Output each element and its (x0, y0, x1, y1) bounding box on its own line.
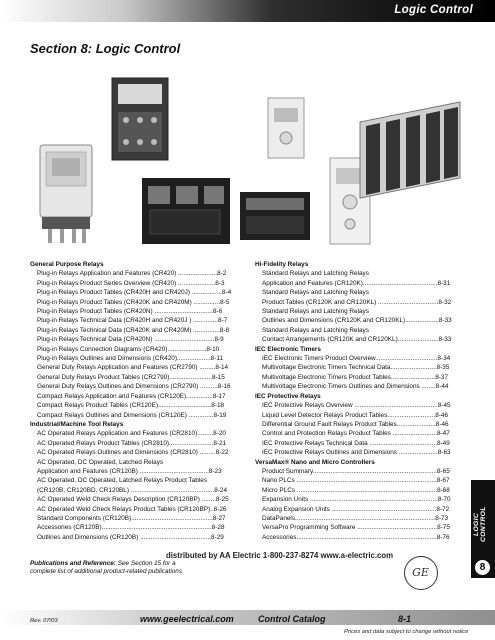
toc-entry[interactable]: DataPanels...............................................................................8-73 (262, 514, 449, 522)
toc-entry[interactable]: Nano PLCs ...............................................................................8-67 (262, 477, 450, 485)
pubref-line2: complete list of additional product-related publications (30, 568, 183, 576)
toc-entry[interactable]: Plug-in Relays Technical Data (CR420K and CR420M) ...............8-8 (37, 326, 230, 334)
general-duty-relay-image (240, 192, 310, 240)
toc-entry[interactable]: AC Operated Relays Outlines and Dimensions (CR2810) .........8-22 (37, 449, 229, 457)
toc-entry[interactable]: Plug-in Relays Product Tables (CR420N) .................................8-6 (37, 308, 223, 316)
publications-reference (30, 560, 182, 577)
toc-entry[interactable]: Plug-in Relays Product Tables (CR420H and CR420J) .................8-4 (37, 289, 232, 297)
plc-module-image (360, 102, 460, 198)
toc-entry[interactable]: General Duty Relays Application and Features (CR2790) .........8-14 (37, 364, 229, 372)
toc-entry: Standard Relays and Latching Relays (262, 308, 369, 316)
ge-logo (404, 556, 438, 590)
pubref-text: See Section 15 for a (117, 560, 176, 567)
ge-logo-text: GE (412, 566, 429, 579)
toc-left-column (30, 260, 244, 542)
website-link[interactable]: www.geelectrical.com (140, 614, 234, 624)
toc-heading: General Purpose Relays (30, 261, 104, 268)
page-title: Section 8: Logic Control (30, 41, 181, 56)
toc-entry[interactable]: AC Operated Weld Check Relays Product Tables (CR120BP)..8-26 (37, 505, 227, 513)
toc-entry[interactable]: (CR120B, CR120BD, CR120BL) ...............................................8-24 (37, 486, 228, 494)
toc-entry[interactable]: Compact Relays Product Tables (CR120E)..............................8-18 (37, 402, 225, 410)
footer-disclaimer: Prices and data subject to change without notice (344, 629, 469, 635)
toc-right-column (255, 260, 469, 542)
toc-heading: IEC Electronic Timers (255, 345, 321, 353)
toc-entry: AC Operated, DC Operated, Latched Relays (37, 458, 164, 466)
toc-entry[interactable]: Liquid Level Detector Relays Product Tables...........................8-46 (262, 411, 449, 419)
toc-entry[interactable]: Differential Ground Fault Relays Product Tables......................8-46 (262, 420, 449, 428)
toc-heading: Hi-Fidelity Relays (255, 261, 309, 268)
toc-entry[interactable]: AC Operated Relays Application and Features (CR2810).........8-20 (37, 430, 226, 438)
toc-entry[interactable]: Control and Protection Relays Product Tables .........................8-47 (262, 430, 450, 438)
toc-entry: Standard Relays and Latching Relays (262, 270, 369, 278)
toc-entry[interactable]: General Duty Relays Product Tables (CR2790)........................8-15 (37, 373, 225, 381)
compact-relay-image (142, 178, 230, 244)
toc-entry[interactable]: Outlines and Dimensions (CR120K and CR120KL)...................8-33 (262, 317, 452, 325)
toc-entry[interactable]: Accessories (CR120B)..............................................................8-28 (37, 524, 225, 532)
toc-entry[interactable]: Outlines and Dimensions (CR120B) ........................................8-29 (37, 533, 224, 541)
toc-entry[interactable]: Multivoltage Electronic Timers Outlines and Dimensions ........8-44 (262, 383, 449, 391)
toc-entry[interactable]: AC Operated Weld Check Relays Description (CR120BP) ........8-25 (37, 496, 229, 504)
toc-entry[interactable]: Product Tables (CR120K and CR120KL) ..................................8-32 (262, 298, 452, 306)
revision-date: Rev. 07/03 (30, 618, 58, 624)
toc-entry[interactable]: Product Summary......................................................................8-65 (262, 467, 450, 475)
toc-entry[interactable]: Compact Relays Application and Features (CR120E)...............8-17 (37, 392, 226, 400)
toc-entry[interactable]: Plug-in Relays Connection Diagrams (CR420)......................8-10 (37, 345, 220, 353)
toc-entry[interactable]: Accessories...............................................................................8-76 (262, 533, 450, 541)
toc-entry[interactable]: VersaPro Programming Software .............................................8-75 (262, 524, 450, 532)
pubref-label: Publications and Reference: (30, 560, 116, 567)
toc-entry[interactable]: IEC Protective Relays Outlines and Dimensions ......................8-63 (262, 449, 451, 457)
toc-entry[interactable]: IEC Electronic Timers Product Overview...................................8-34 (262, 355, 451, 363)
toc-entry: AC Operated, DC Operated, Latched Relays Product Tables (37, 477, 208, 485)
toc-entry[interactable]: Application and Features (CR120B) .......................................8-23 (37, 467, 222, 475)
section-number-badge: 8 (475, 560, 490, 575)
toc-entry[interactable]: Multivoltage Electronic Timers Product Tables.........................8-37 (262, 373, 448, 381)
toc-entry[interactable]: Compact Relays Outlines and Dimensions (CR120E) ..............8-19 (37, 411, 227, 419)
toc-entry[interactable]: Contact Arrangements (CR120K and CR120KL).......................8-33 (262, 336, 452, 344)
industrial-relay-image (112, 78, 168, 160)
toc-entry[interactable]: Plug-in Relays Technical Data (CR420N) ..................................8-9 (37, 336, 224, 344)
page-number: 8-1 (398, 614, 412, 624)
timer-module-image (268, 98, 304, 158)
toc-entry[interactable]: IEC Protective Relays Overview ...............................................8-45 (262, 402, 451, 410)
toc-heading: IEC Protective Relays (255, 392, 321, 400)
toc-entry[interactable]: General Duty Relays Outlines and Dimensions (CR2790) ..........8-16 (37, 383, 231, 391)
toc-entry[interactable]: Plug-in Relays Outlines and Dimensions (CR420)...................8-11 (37, 355, 223, 363)
toc-entry[interactable]: Plug-in Relays Product Series Overview (CR420) .....................8-3 (37, 279, 225, 287)
toc-entry: Standard Relays and Latching Relays (262, 289, 369, 297)
toc-entry[interactable]: IEC Protective Relays Technical Data ......................................8-49 (262, 439, 450, 447)
toc-entry[interactable]: Plug-in Relays Product Tables (CR420K and CR420M) ...............8-5 (37, 298, 230, 306)
toc-heading: Industrial/Machine Tool Relays (30, 420, 124, 428)
toc-entry[interactable]: Micro PLCs ...............................................................................8-68 (262, 486, 450, 494)
toc-entry[interactable]: AC Operated Relays Product Tables (CR2810).........................8-21 (37, 439, 227, 447)
toc-heading: VersaMax® Nano and Micro Controllers (255, 458, 375, 466)
section-banner-title: Logic Control (394, 4, 473, 16)
toc-entry[interactable]: Plug-in Relays Technical Data (CR420H and CR420J ) ..............8-7 (37, 317, 228, 325)
catalog-name: Control Catalog (258, 614, 326, 624)
side-tab-label: LOGIC CONTROL (473, 506, 487, 542)
toc-entry[interactable]: Multivoltage Electronic Timers Technical Data..........................8-35 (262, 364, 450, 372)
footer-bar (0, 610, 495, 625)
distributor-line: distributed by AA Electric 1-800-237-8274 www.a-electric.com (166, 551, 394, 560)
toc-entry[interactable]: Analog Expansion Units ...........................................................8-72 (262, 505, 450, 513)
toc-entry[interactable]: Standard Components (CR120B)..............................................8-27 (37, 514, 226, 522)
toc-entry[interactable]: Plug-in Relays Application and Features (CR420) ......................8-2 (37, 270, 227, 278)
toc-entry[interactable]: Expansion Units ........................................................................8-70 (262, 496, 451, 504)
toc-entry: Standard Relays and Latching Relays (262, 326, 369, 334)
toc-entry[interactable]: Application and Features (CR120K)..........................................8-31 (262, 279, 451, 287)
plug-in-relay-image (40, 145, 92, 243)
